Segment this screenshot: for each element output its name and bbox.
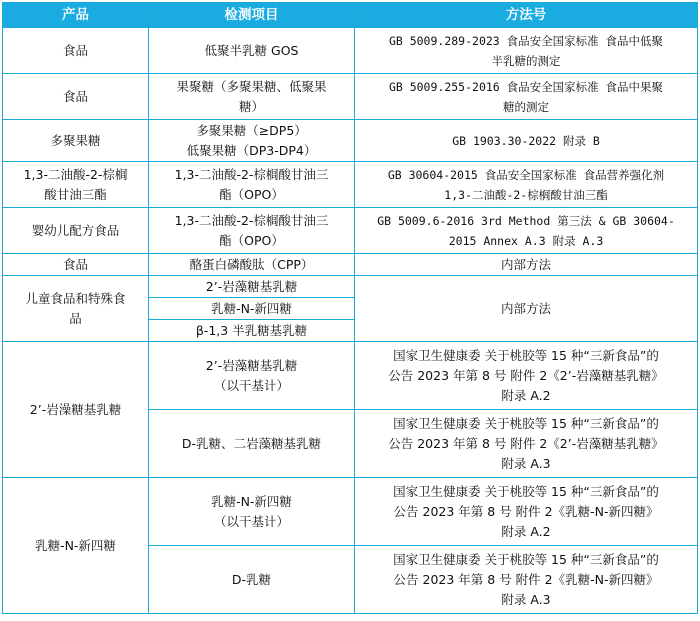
method-line: 附录 A.2: [501, 387, 551, 403]
method-line: GB 5009.6-2016 3rd Method 第三法 & GB 30604-: [377, 213, 675, 228]
test-item-cell: [149, 120, 355, 162]
test-item-cell: [149, 342, 355, 410]
test-item-cell: D-乳糖: [149, 546, 355, 614]
product-line: 儿童食品和特殊食: [25, 290, 126, 306]
method-line: 2015 Annex A.3 附录 A.3: [448, 233, 604, 248]
product-cell: 食品: [3, 74, 149, 120]
test-item-line: 2’-岩藻糖基乳糖: [205, 357, 298, 373]
test-item-cell: D-乳糖、二岩藻糖基乳糖: [149, 410, 355, 478]
table-row: [3, 342, 698, 410]
method-line: 1,3-二油酸-2-棕榈酸甘油三酯: [444, 187, 608, 202]
method-line: 公告 2023 年第 8 号 附件 2《乳糖-N-新四糖》: [393, 571, 659, 587]
product-line: 1,3-二油酸-2-棕榈: [23, 166, 128, 182]
header-row: [3, 3, 698, 28]
test-item-cell: β-1,3 半乳糖基乳糖: [149, 320, 355, 342]
test-item-line: 乳糖-N-新四糖: [211, 493, 292, 509]
test-item-cell: 2’-岩藻糖基乳糖: [149, 276, 355, 298]
table-row: [3, 254, 698, 276]
method-cell: [355, 28, 698, 74]
test-item-cell: [149, 478, 355, 546]
test-item-line: 多聚果糖（≥DP5）: [196, 122, 307, 138]
product-cell: 食品: [3, 28, 149, 74]
test-item-line: 1,3-二油酸-2-棕榈酸甘油三: [174, 212, 329, 228]
test-item-cell: [149, 208, 355, 254]
method-cell: 内部方法: [355, 276, 698, 342]
test-item-line: 1,3-二油酸-2-棕榈酸甘油三: [174, 166, 329, 182]
test-item-line: （以干基计）: [213, 513, 289, 529]
test-item-line: 低聚果糖（DP3-DP4）: [186, 142, 317, 158]
method-line: 半乳糖的测定: [491, 53, 561, 68]
test-item-cell: 酪蛋白磷酸肽（CPP）: [149, 254, 355, 276]
product-cell: 食品: [3, 254, 149, 276]
method-line: GB 5009.255-2016 食品安全国家标准 食品中果聚: [388, 79, 664, 94]
table-row: [3, 276, 698, 298]
method-cell: [355, 74, 698, 120]
test-item-line: （以干基计）: [213, 377, 289, 393]
table-row: [3, 208, 698, 254]
test-item-cell: 低聚半乳糖 GOS: [149, 28, 355, 74]
test-item-line: 酯（OPO）: [219, 232, 284, 248]
method-line: 附录 A.2: [501, 523, 551, 539]
product-cell: [3, 276, 149, 342]
product-cell: 婴幼儿配方食品: [3, 208, 149, 254]
method-cell: [355, 478, 698, 546]
method-cell: [355, 546, 698, 614]
method-line: 糖的测定: [503, 99, 549, 114]
method-line: 国家卫生健康委 关于桃胶等 15 种“三新食品”的: [393, 415, 659, 431]
header-test-item: 检测项目: [149, 3, 355, 28]
method-line: 国家卫生健康委 关于桃胶等 15 种“三新食品”的: [393, 551, 659, 567]
table-row: [3, 162, 698, 208]
test-item-line: 糖）: [238, 98, 264, 114]
method-cell: 内部方法: [355, 254, 698, 276]
method-line: 国家卫生健康委 关于桃胶等 15 种“三新食品”的: [393, 483, 659, 499]
product-cell: 2’-岩澡糖基乳糖: [3, 342, 149, 478]
method-line: 公告 2023 年第 8 号 附件 2《2’-岩藻糖基乳糖》: [388, 435, 664, 451]
method-cell: GB 1903.30-2022 附录 B: [355, 120, 698, 162]
table-row: [3, 120, 698, 162]
method-line: 公告 2023 年第 8 号 附件 2《乳糖-N-新四糖》: [393, 503, 659, 519]
table-row: [3, 478, 698, 546]
product-cell: 乳糖-N-新四糖: [3, 478, 149, 614]
method-line: GB 30604-2015 食品安全国家标准 食品营养强化剂: [387, 167, 665, 182]
test-item-cell: [149, 162, 355, 208]
product-cell: 多聚果糖: [3, 120, 149, 162]
method-cell: [355, 410, 698, 478]
test-item-cell: [149, 74, 355, 120]
method-cell: [355, 208, 698, 254]
method-line: 附录 A.3: [501, 591, 551, 607]
table-row: [3, 28, 698, 74]
method-line: 国家卫生健康委 关于桃胶等 15 种“三新食品”的: [393, 347, 659, 363]
product-line: 品: [69, 310, 82, 326]
test-method-table: [2, 2, 698, 614]
method-line: GB 5009.289-2023 食品安全国家标准 食品中低聚: [388, 33, 664, 48]
header-method: 方法号: [355, 3, 698, 28]
product-cell: [3, 162, 149, 208]
header-product: 产品: [3, 3, 149, 28]
method-cell: [355, 342, 698, 410]
test-item-line: 酯（OPO）: [219, 186, 284, 202]
table-row: [3, 74, 698, 120]
test-item-line: 果聚糖（多聚果糖、低聚果: [176, 78, 327, 94]
method-line: 公告 2023 年第 8 号 附件 2《2’-岩藻糖基乳糖》: [388, 367, 664, 383]
test-item-cell: 乳糖-N-新四糖: [149, 298, 355, 320]
method-line: 附录 A.3: [501, 455, 551, 471]
method-cell: [355, 162, 698, 208]
product-line: 酸甘油三酯: [44, 186, 107, 202]
